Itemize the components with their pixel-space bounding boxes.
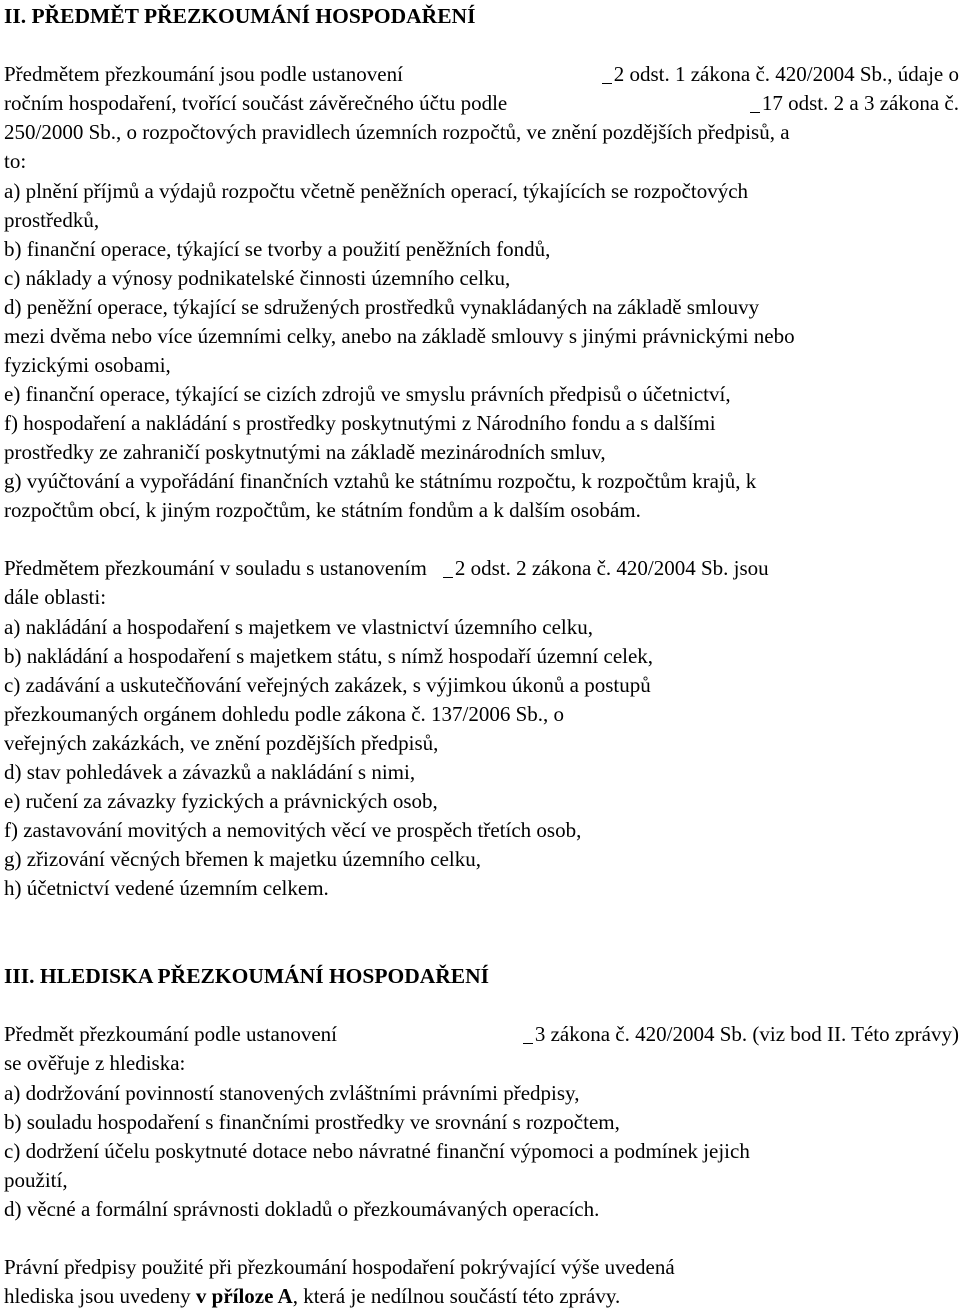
list-item: rozpočtům obcí, k jiným rozpočtům, ke státním fondům a k dalším osobám. [4,498,641,522]
list-item: a) dodržování povinností stanovených zvláštními právními předpisy, [4,1081,580,1105]
list-item: prostředků, [4,208,100,232]
paragraph-line: Předmětem přezkoumání v souladu s ustanovením 2 odst. 2 zákona č. 420/2004 Sb. jsou [4,556,769,580]
paragraph-line: to: [4,149,27,173]
paragraph-line: 250/2000 Sb., o rozpočtových pravidlech územních rozpočtů, ve znění pozdějších předpisů, a [4,120,790,144]
paragraph-line: dále oblasti: [4,585,107,609]
list-item: g) vyúčtování a vypořádání finančních vztahů ke státnímu rozpočtu, k rozpočtům krajů, k [4,469,757,493]
list-item: d) stav pohledávek a závazků a nakládání s nimi, [4,760,416,784]
list-item: a) nakládání a hospodaření s majetkem ve vlastnictví územního celku, [4,615,593,639]
paragraph-line: Předmětem přezkoumání jsou podle ustanovení 2 odst. 1 zákona č. 420/2004 Sb., údaje o [4,62,959,86]
list-item: d) peněžní operace, týkající se sdružených prostředků vynakládaných na základě smlouvy [4,295,760,319]
paragraph-line: se ověřuje z hlediska: [4,1051,186,1075]
list-item: e) finanční operace, týkající se cizích zdrojů ve smyslu právních předpisů o účetnictví, [4,382,731,406]
list-item: a) plnění příjmů a výdajů rozpočtu včetně peněžních operací, týkajících se rozpočtových [4,179,749,203]
list-item: b) souladu hospodaření s finančními prostředky ve srovnání s rozpočtem, [4,1110,620,1134]
section-heading: II. PŘEDMĚT PŘEZKOUMÁNÍ HOSPODAŘENÍ [4,4,476,28]
list-item: c) náklady a výnosy podnikatelské činnosti územního celku, [4,266,511,290]
list-item: c) dodržení účelu poskytnuté dotace nebo návratné finanční výpomoci a podmínek jejich [4,1139,750,1163]
list-item: g) zřizování věcných břemen k majetku územního celku, [4,847,481,871]
list-item: použití, [4,1168,68,1192]
list-item: b) nakládání a hospodaření s majetkem státu, s nímž hospodaří územní celek, [4,644,654,668]
list-item: veřejných zakázkách, ve znění pozdějších předpisů, [4,731,439,755]
paragraph-line: Předmět přezkoumání podle ustanovení 3 zákona č. 420/2004 Sb. (viz bod II. Této zprávy) [4,1022,959,1046]
list-item: přezkoumaných orgánem dohledu podle zákona č. 137/2006 Sb., o [4,702,565,726]
list-item: c) zadávání a uskutečňování veřejných zakázek, s výjimkou úkonů a postupů [4,673,651,697]
list-item: fyzickými osobami, [4,353,171,377]
list-item: f) hospodaření a nakládání s prostředky poskytnutými z Národního fondu a s dalšími [4,411,716,435]
list-item: b) finanční operace, týkající se tvorby a použití peněžních fondů, [4,237,551,261]
section-sign-icon [746,93,762,113]
paragraph-line: hlediska jsou uvedeny v příloze A, která je nedílnou součástí této zprávy. [4,1284,621,1308]
list-item: prostředky ze zahraničí poskytnutými na základě mezinárodních smluv, [4,440,606,464]
list-item: mezi dvěma nebo více územními celky, anebo na základě smlouvy s jinými právnickými nebo [4,324,795,348]
list-item: h) účetnictví vedené územním celkem. [4,876,329,900]
section-sign-icon [439,558,455,578]
list-item: f) zastavování movitých a nemovitých věcí ve prospěch třetích osob, [4,818,582,842]
annex-reference: v příloze A [195,1284,293,1308]
list-item: e) ručení za závazky fyzických a právnických osob, [4,789,438,813]
section-sign-icon [598,64,614,84]
paragraph-line: ročním hospodaření, tvořící součást závěrečného účtu podle 17 odst. 2 a 3 zákona č. [4,91,959,115]
list-item: d) věcné a formální správnosti dokladů o přezkoumávaných operacích. [4,1197,600,1221]
paragraph-line: Právní předpisy použité při přezkoumání hospodaření pokrývající výše uvedená [4,1255,675,1279]
section-sign-icon [519,1024,535,1044]
section-heading: III. HLEDISKA PŘEZKOUMÁNÍ HOSPODAŘENÍ [4,964,490,988]
